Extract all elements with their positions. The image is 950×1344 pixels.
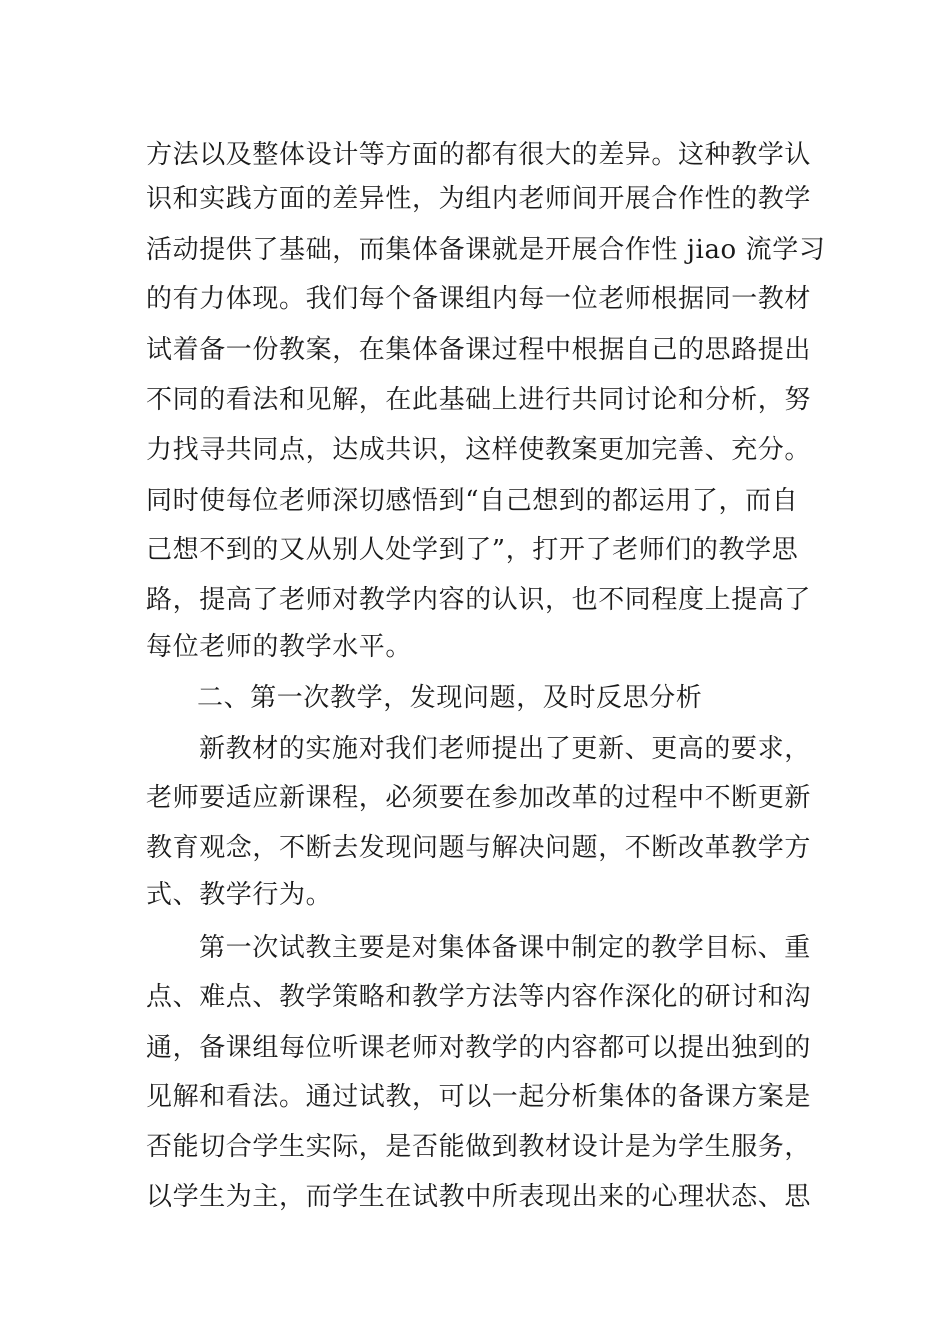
text-line: 的有力体现。我们每个备课组内每一位老师根据同一教材 (146, 284, 812, 314)
text-line: 同时使每位老师深切感悟到“自己想到的都运用了，而自 (146, 486, 799, 516)
text-line: 以学生为主，而学生在试教中所表现出来的心理状态、思 (146, 1182, 812, 1212)
text-line: 试着备一份教案，在集体备课过程中根据自己的思路提出 (146, 335, 812, 365)
text-line: 教育观念，不断去发现问题与解决问题，不断改革教学方 (146, 833, 812, 863)
paragraph-first-line: 第一次试教主要是对集体备课中制定的教学目标、重 (199, 933, 811, 963)
text-line: 每位老师的教学水平。 (146, 632, 413, 662)
text-line: 活动提供了基础，而集体备课就是开展合作性 jiao 流学习 (146, 235, 826, 265)
text-line: 点、难点、教学策略和教学方法等内容作深化的研讨和沟 (146, 982, 812, 1012)
text-line: 力找寻共同点，达成共识，这样使教案更加完善、充分。 (146, 435, 812, 465)
text-line: 方法以及整体设计等方面的都有很大的差异。这种教学认 (146, 140, 812, 170)
text-line: 路，提高了老师对教学内容的认识，也不同程度上提高了 (146, 585, 812, 615)
text-line: 通，备课组每位听课老师对教学的内容都可以提出独到的 (146, 1033, 812, 1063)
text-line: 见解和看法。通过试教，可以一起分析集体的备课方案是 (146, 1082, 812, 1112)
text-line: 否能切合学生实际，是否能做到教材设计是为学生服务， (146, 1132, 812, 1162)
text-line: 式、教学行为。 (146, 880, 333, 910)
text-line: 己想不到的又从别人处学到了”，打开了老师们的教学思 (146, 535, 799, 565)
text-line: 不同的看法和见解，在此基础上进行共同讨论和分析，努 (146, 385, 812, 415)
section-heading: 二、第一次教学，发现问题，及时反思分析 (197, 683, 703, 713)
paragraph-first-line: 新教材的实施对我们老师提出了更新、更高的要求， (199, 734, 811, 764)
text-line: 老师要适应新课程，必须要在参加改革的过程中不断更新 (146, 783, 812, 813)
text-line: 识和实践方面的差异性，为组内老师间开展合作性的教学 (146, 184, 812, 214)
